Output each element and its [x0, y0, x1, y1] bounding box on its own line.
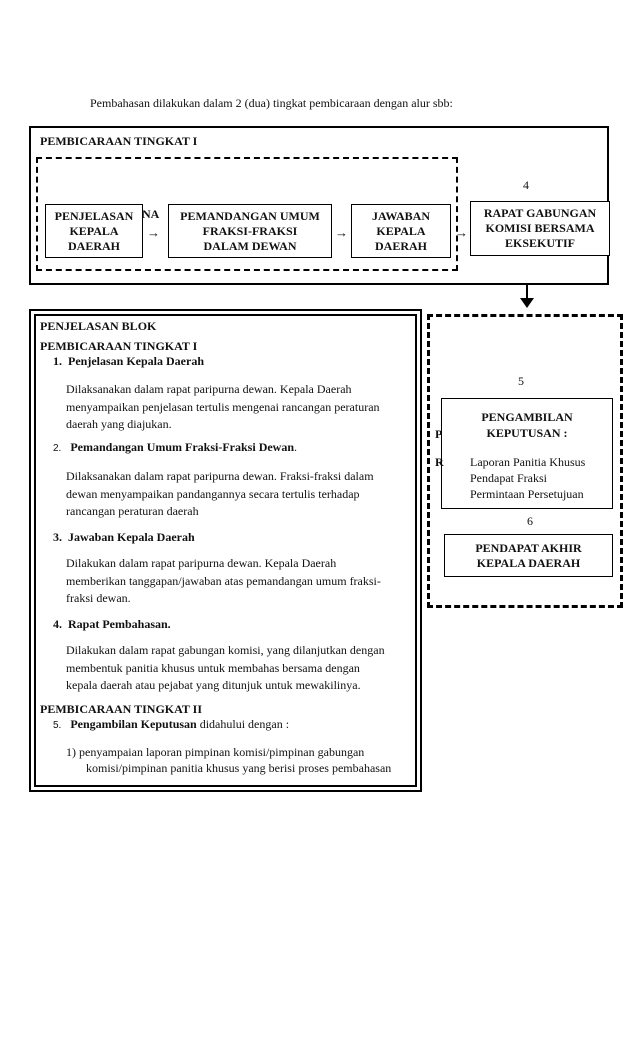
arrow-right-icon: →	[147, 225, 160, 240]
para-line: rancangan peraturan daerah	[66, 504, 199, 518]
item-heading-2: 2. Pemandangan Umum Fraksi-Fraksi Dewan.	[53, 440, 298, 454]
item-heading-4	[53, 617, 171, 632]
para-line: menyampaikan penjelasan tertulis mengenai rancangan peraturan	[66, 399, 380, 414]
para-line: Dilaksanakan dalam rapat paripurna dewan. Fraksi-fraksi dalam	[66, 469, 374, 483]
item-heading-text: Jawaban Kepala Daerah	[68, 530, 195, 544]
item-paragraph-4	[66, 642, 406, 695]
item-number: 3.	[53, 530, 62, 544]
item-paragraph-1	[66, 381, 406, 434]
item-number: 4.	[53, 617, 62, 631]
para-line: dewan menyampaikan pandangannya secara tertulis terhadap	[66, 486, 360, 501]
list-item-1	[66, 744, 406, 776]
para-line: memberikan tanggapan/jawaban atas pemandangan umum fraksi-	[66, 573, 381, 588]
para-line: Dilakukan dalam rapat paripurna dewan. Kepala Daerah	[66, 556, 337, 570]
step-line: JAWABAN	[371, 208, 430, 223]
keputusan-title-line: KEPUTUSAN :	[486, 426, 568, 440]
blok-subtitle-tingkat1: PEMBICARAAN TINGKAT I	[40, 339, 198, 353]
keputusan-item: Laporan Panitia Khusus	[470, 455, 586, 469]
item-heading-3	[53, 530, 195, 545]
list-line: komisi/pimpinan panitia khusus yang berisi proses pembahasan	[86, 761, 392, 775]
pendapat-line: PENDAPAT AKHIR	[475, 540, 582, 555]
arrow-right-icon: →	[455, 225, 468, 240]
step-number-6: 6	[527, 514, 533, 528]
item-heading-5	[53, 717, 289, 732]
list-line: 1) penyampaian laporan pimpinan komisi/pimpinan gabungan	[66, 745, 365, 759]
item-heading-text: Penjelasan Kepala Daerah	[68, 354, 204, 368]
keputusan-item: Pendapat Fraksi	[470, 471, 547, 485]
item-number: 5.	[53, 720, 62, 731]
item-heading-text: Rapat Pembahasan.	[68, 617, 171, 631]
intro-text: Pembahasan dilakukan dalam 2 (dua) tingkat pembicaraan dengan alur sbb:	[90, 96, 453, 110]
step-line: EKSEKUTIF	[504, 236, 576, 250]
step-rapat-gabungan	[470, 201, 610, 256]
step-line: DAERAH	[67, 238, 120, 253]
pendapat-line: KEPALA DAERAH	[476, 555, 581, 570]
step-line: KEPALA	[376, 223, 426, 238]
step-line: KEPALA	[69, 223, 119, 238]
item-number: 2.	[53, 443, 62, 454]
stray-text: NA	[142, 207, 160, 221]
keputusan-list	[470, 454, 585, 502]
item-heading-rest: didahului dengan :	[196, 717, 290, 731]
step-line: RAPAT GABUNGAN	[483, 206, 597, 220]
blok-title: PENJELASAN BLOK	[40, 319, 157, 333]
step-line: PEMANDANGAN UMUM	[180, 208, 320, 223]
step-penjelasan-kepala-daerah	[45, 204, 143, 258]
step-line: PENJELASAN	[54, 208, 134, 223]
step-pendapat-akhir	[444, 534, 613, 577]
blok-subtitle-tingkat2: PEMBICARAAN TINGKAT II	[40, 702, 203, 716]
stray-text: P	[435, 427, 443, 441]
item-number: 1.	[53, 354, 62, 368]
step-line: FRAKSI-FRAKSI	[202, 223, 298, 238]
arrow-down-icon	[520, 298, 534, 308]
step-line: DAERAH	[374, 238, 427, 253]
para-line: fraksi dewan.	[66, 591, 131, 605]
keputusan-title-line: PENGAMBILAN	[481, 410, 573, 424]
step-number-5: 5	[518, 374, 524, 388]
step-jawaban-kepala-daerah	[351, 204, 451, 258]
item-paragraph-3	[66, 555, 406, 608]
para-line: Dilaksanakan dalam rapat paripurna dewan. Kepala Daerah	[66, 382, 352, 396]
item-heading-1	[53, 354, 204, 369]
para-line: Dilakukan dalam rapat gabungan komisi, yang dilanjutkan dengan	[66, 643, 385, 657]
para-line: daerah yang diajukan.	[66, 417, 172, 431]
keputusan-title	[441, 409, 613, 441]
para-line: membentuk panitia khusus untuk membahas bersama dengan	[66, 660, 360, 675]
stray-text: R	[435, 455, 444, 469]
item-paragraph-2	[66, 468, 406, 521]
keputusan-item: Permintaan Persetujuan	[470, 487, 584, 501]
arrow-right-icon: →	[335, 225, 348, 240]
item-heading-text: Pengambilan Keputusan	[70, 717, 197, 731]
step-pemandangan-umum	[168, 204, 332, 258]
step-line: KOMISI BERSAMA	[485, 221, 595, 235]
step-number-4: 4	[523, 178, 529, 192]
tingkat1-title: PEMBICARAAN TINGKAT I	[40, 134, 198, 148]
para-line: kepala daerah atau pejabat yang ditunjuk untuk mewakilinya.	[66, 678, 361, 692]
step-line: DALAM DEWAN	[203, 238, 297, 253]
item-heading-text: Pemandangan Umum Fraksi-Fraksi Dewan	[70, 440, 295, 454]
